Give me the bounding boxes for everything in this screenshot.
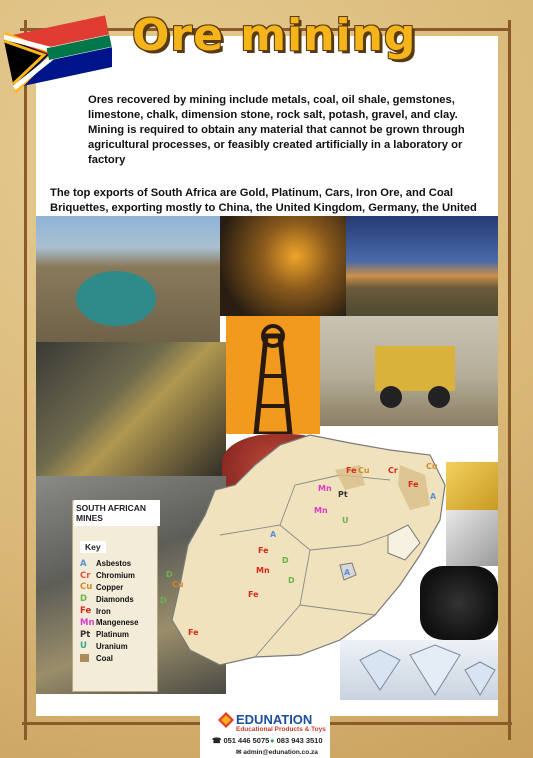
mining-machinery-photo [220,216,346,316]
legend-symbol: Mn [80,617,95,628]
brand-tagline: Educational Products & Toys [236,726,326,733]
haul-truck-photo [320,316,498,426]
map-marker-fe-3: Fe [258,546,269,555]
legend-item [80,605,156,617]
map-marker-cr: Cr [388,466,398,475]
legend-item [80,617,156,629]
legend-item [80,629,156,641]
map-marker-u: U [342,516,349,525]
phone-1-text: 051 446 5075 [223,736,270,745]
map-marker-mn-2: Mn [314,506,328,515]
legend-item [80,641,156,653]
legend-symbol: Cu [80,582,93,593]
whatsapp-icon: ● [270,736,277,745]
map-marker-d: D [282,556,289,565]
south-africa-map [160,425,460,680]
brand-name: EDUNATION [236,712,313,727]
mine-at-dusk-photo [346,216,498,316]
intro-paragraph: Ores recovered by mining include metals, coal, oil shale, gemstones, limestone, chalk, dimension stone, rock salt, potash, gravel, and clay. Mining is required to obtain any material that cannot be grown through agricultural processes, or feasibly created artificially in a laboratory or factory [88,94,465,166]
legend-symbol: A [80,558,87,569]
map-title: SOUTH AFRICAN MINES [74,500,160,526]
map-marker-d-4: D [160,596,167,605]
legend-symbol: Fe [80,606,92,617]
map-marker-mn: Mn [318,484,332,493]
edunation-logo-icon [218,712,234,728]
email-address [236,748,318,756]
legend-item [80,558,156,570]
legend-label: Asbestos [96,559,132,569]
map-marker-fe-5: Fe [188,628,199,637]
phone-icon: ☎ [212,736,224,745]
map-marker-pt: Pt [338,490,348,499]
legend-symbol: D [80,594,88,605]
map-marker-d-3: D [166,570,173,579]
map-marker-mn-3: Mn [256,566,270,575]
legend-item [80,582,156,594]
south-africa-flag-icon [4,4,112,104]
phone-number-2 [270,736,323,745]
legend-label: Copper [96,582,124,592]
legend-symbol: U [80,641,87,652]
headframe-photo [226,316,320,434]
legend-label: Chromium [96,571,135,581]
page-title: Ore mining [132,10,417,61]
legend-label: Iron [96,606,111,616]
frame-line-left [24,20,27,740]
legend-label: Platinum [96,630,129,640]
map-marker-a: A [430,492,437,501]
legend-item [80,593,156,605]
legend-heading: Key [80,541,106,553]
email-text: admin@edunation.co.za [243,749,318,756]
email-icon: ✉ [236,749,244,756]
coal-swatch [80,654,89,662]
legend-item [80,570,156,582]
legend-list [80,558,156,664]
legend-item [80,652,156,664]
legend-label: Mangenese [96,618,139,628]
legend-symbol: Cr [80,570,91,581]
map-marker-cu-2: Cu [426,462,438,471]
map-marker-d-2: D [288,576,295,585]
legend-label: Uranium [96,641,128,651]
map-marker-fe-2: Fe [408,480,419,489]
legend-label: Diamonds [96,594,134,604]
map-marker-cu-3: Cu [172,580,184,589]
map-marker-cu: Cu [358,466,370,475]
map-marker-fe: Fe [346,466,357,475]
legend-symbol: Pt [80,629,91,640]
exports-paragraph: The top exports of South Africa are Gold, Platinum, Cars, Iron Ore, and Coal Briquettes, exporting mostly to China, the United Kingdom, Germany, the United [50,187,477,214]
map-marker-a-2: A [270,530,277,539]
phone-number-1 [212,736,269,745]
phone-2-text: 083 943 3510 [276,736,323,745]
map-marker-fe-4: Fe [248,590,259,599]
open-pit-mine-photo [36,216,220,342]
frame-line-right [508,20,511,740]
map-marker-a-3: A [344,568,351,577]
legend-label: Coal [96,653,113,663]
